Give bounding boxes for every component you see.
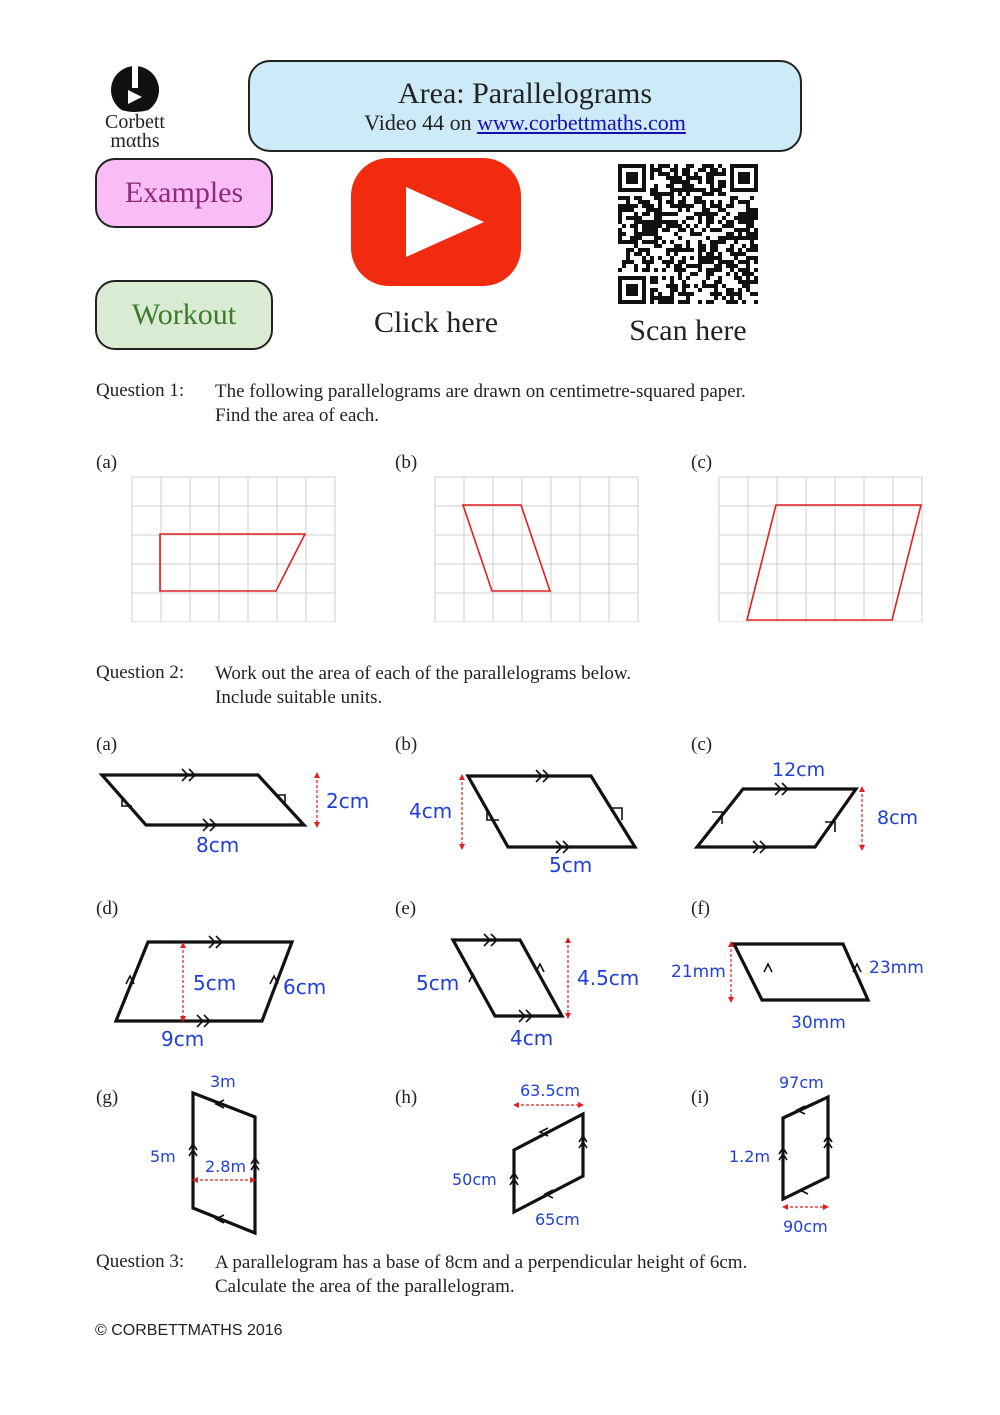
- logo-line-2: mαths: [110, 130, 160, 152]
- q2-b-parallelogram: [468, 776, 635, 847]
- q2-d-side-label: 6cm: [283, 975, 327, 999]
- q2-e-height-label: 4.5cm: [577, 966, 640, 990]
- q3-label: Question 3:: [96, 1251, 185, 1272]
- workout-button[interactable]: Workout: [95, 280, 273, 350]
- q2-e-side-label: 5cm: [416, 971, 460, 995]
- q2-part-i: (i): [691, 1087, 709, 1108]
- q2-d-height-label: 5cm: [193, 971, 237, 995]
- q2-e-base-label: 4cm: [510, 1026, 554, 1050]
- q2-line-2: Include suitable units.: [215, 687, 383, 708]
- q2-g-width-label: 2.8m: [205, 1157, 247, 1176]
- q2-h-parallelogram: [514, 1114, 583, 1212]
- examples-button[interactable]: Examples: [95, 158, 273, 228]
- q1-part-a: (a): [96, 452, 118, 473]
- qr-caption: Scan here: [629, 314, 747, 347]
- q2-f-side-label: 23mm: [869, 958, 924, 978]
- q2-part-g: (g): [96, 1087, 119, 1108]
- q2-a-height-label: 2cm: [326, 789, 370, 813]
- q2-c-top-label: 12cm: [772, 759, 826, 781]
- q2-part-c: (c): [691, 734, 713, 755]
- q2-i-base-label: 90cm: [783, 1217, 828, 1236]
- q2-label: Question 2:: [96, 662, 185, 683]
- q2-i-side-label: 1.2m: [729, 1147, 771, 1166]
- q2-g-top-label: 3m: [210, 1072, 236, 1091]
- q2-part-b: (b): [395, 734, 418, 755]
- q3-line-1: A parallelogram has a base of 8cm and a perpendicular height of 6cm.: [215, 1252, 748, 1273]
- q2-f-parallelogram: [734, 944, 868, 1000]
- q2-a-base-label: 8cm: [196, 833, 240, 857]
- q2-line-1: Work out the area of each of the parallelograms below.: [215, 663, 632, 684]
- q2-e-parallelogram: [453, 940, 562, 1016]
- q1-part-b: (b): [395, 452, 418, 473]
- q1-line-2: Find the area of each.: [215, 405, 380, 426]
- q2-h-side-label: 50cm: [452, 1170, 497, 1189]
- q2-part-d: (d): [96, 898, 119, 919]
- q2-h-base-label: 65cm: [535, 1210, 580, 1229]
- page-title: Area: Parallelograms: [397, 77, 653, 110]
- q2-part-h: (h): [395, 1087, 418, 1108]
- logo-line-1: Corbett: [105, 111, 165, 133]
- q2-i-top-label: 97cm: [779, 1073, 824, 1092]
- q2-a-parallelogram: [102, 775, 304, 825]
- q2-part-e: (e): [395, 898, 417, 919]
- q2-part-f: (f): [691, 898, 710, 919]
- q2-part-a: (a): [96, 734, 118, 755]
- corbettmaths-link[interactable]: www.corbettmaths.com: [477, 110, 686, 135]
- q2-h-top-label: 63.5cm: [520, 1081, 581, 1100]
- copyright-footer: © CORBETTMATHS 2016: [95, 1322, 283, 1339]
- q1-label: Question 1:: [96, 380, 185, 401]
- q2-d-base-label: 9cm: [161, 1027, 205, 1051]
- q2-c-parallelogram: [697, 789, 856, 847]
- q2-c-height-label: 8cm: [877, 807, 919, 829]
- q2-i-parallelogram: [783, 1097, 828, 1199]
- q3-line-2: Calculate the area of the parallelogram.: [215, 1276, 515, 1297]
- q3-text: [215, 1251, 747, 1299]
- q2-f-height-label: 21mm: [671, 962, 726, 982]
- q2-g-side-label: 5m: [150, 1147, 176, 1166]
- q2-b-height-label: 4cm: [409, 799, 453, 823]
- q1-line-1: The following parallelograms are drawn on centimetre-squared paper.: [215, 381, 746, 402]
- q2-b-base-label: 5cm: [549, 853, 593, 877]
- subtitle-prefix: Video 44 on: [364, 110, 478, 135]
- q1-part-c: (c): [691, 452, 713, 473]
- video-caption[interactable]: Click here: [373, 306, 499, 339]
- q2-f-base-label: 30mm: [791, 1013, 846, 1033]
